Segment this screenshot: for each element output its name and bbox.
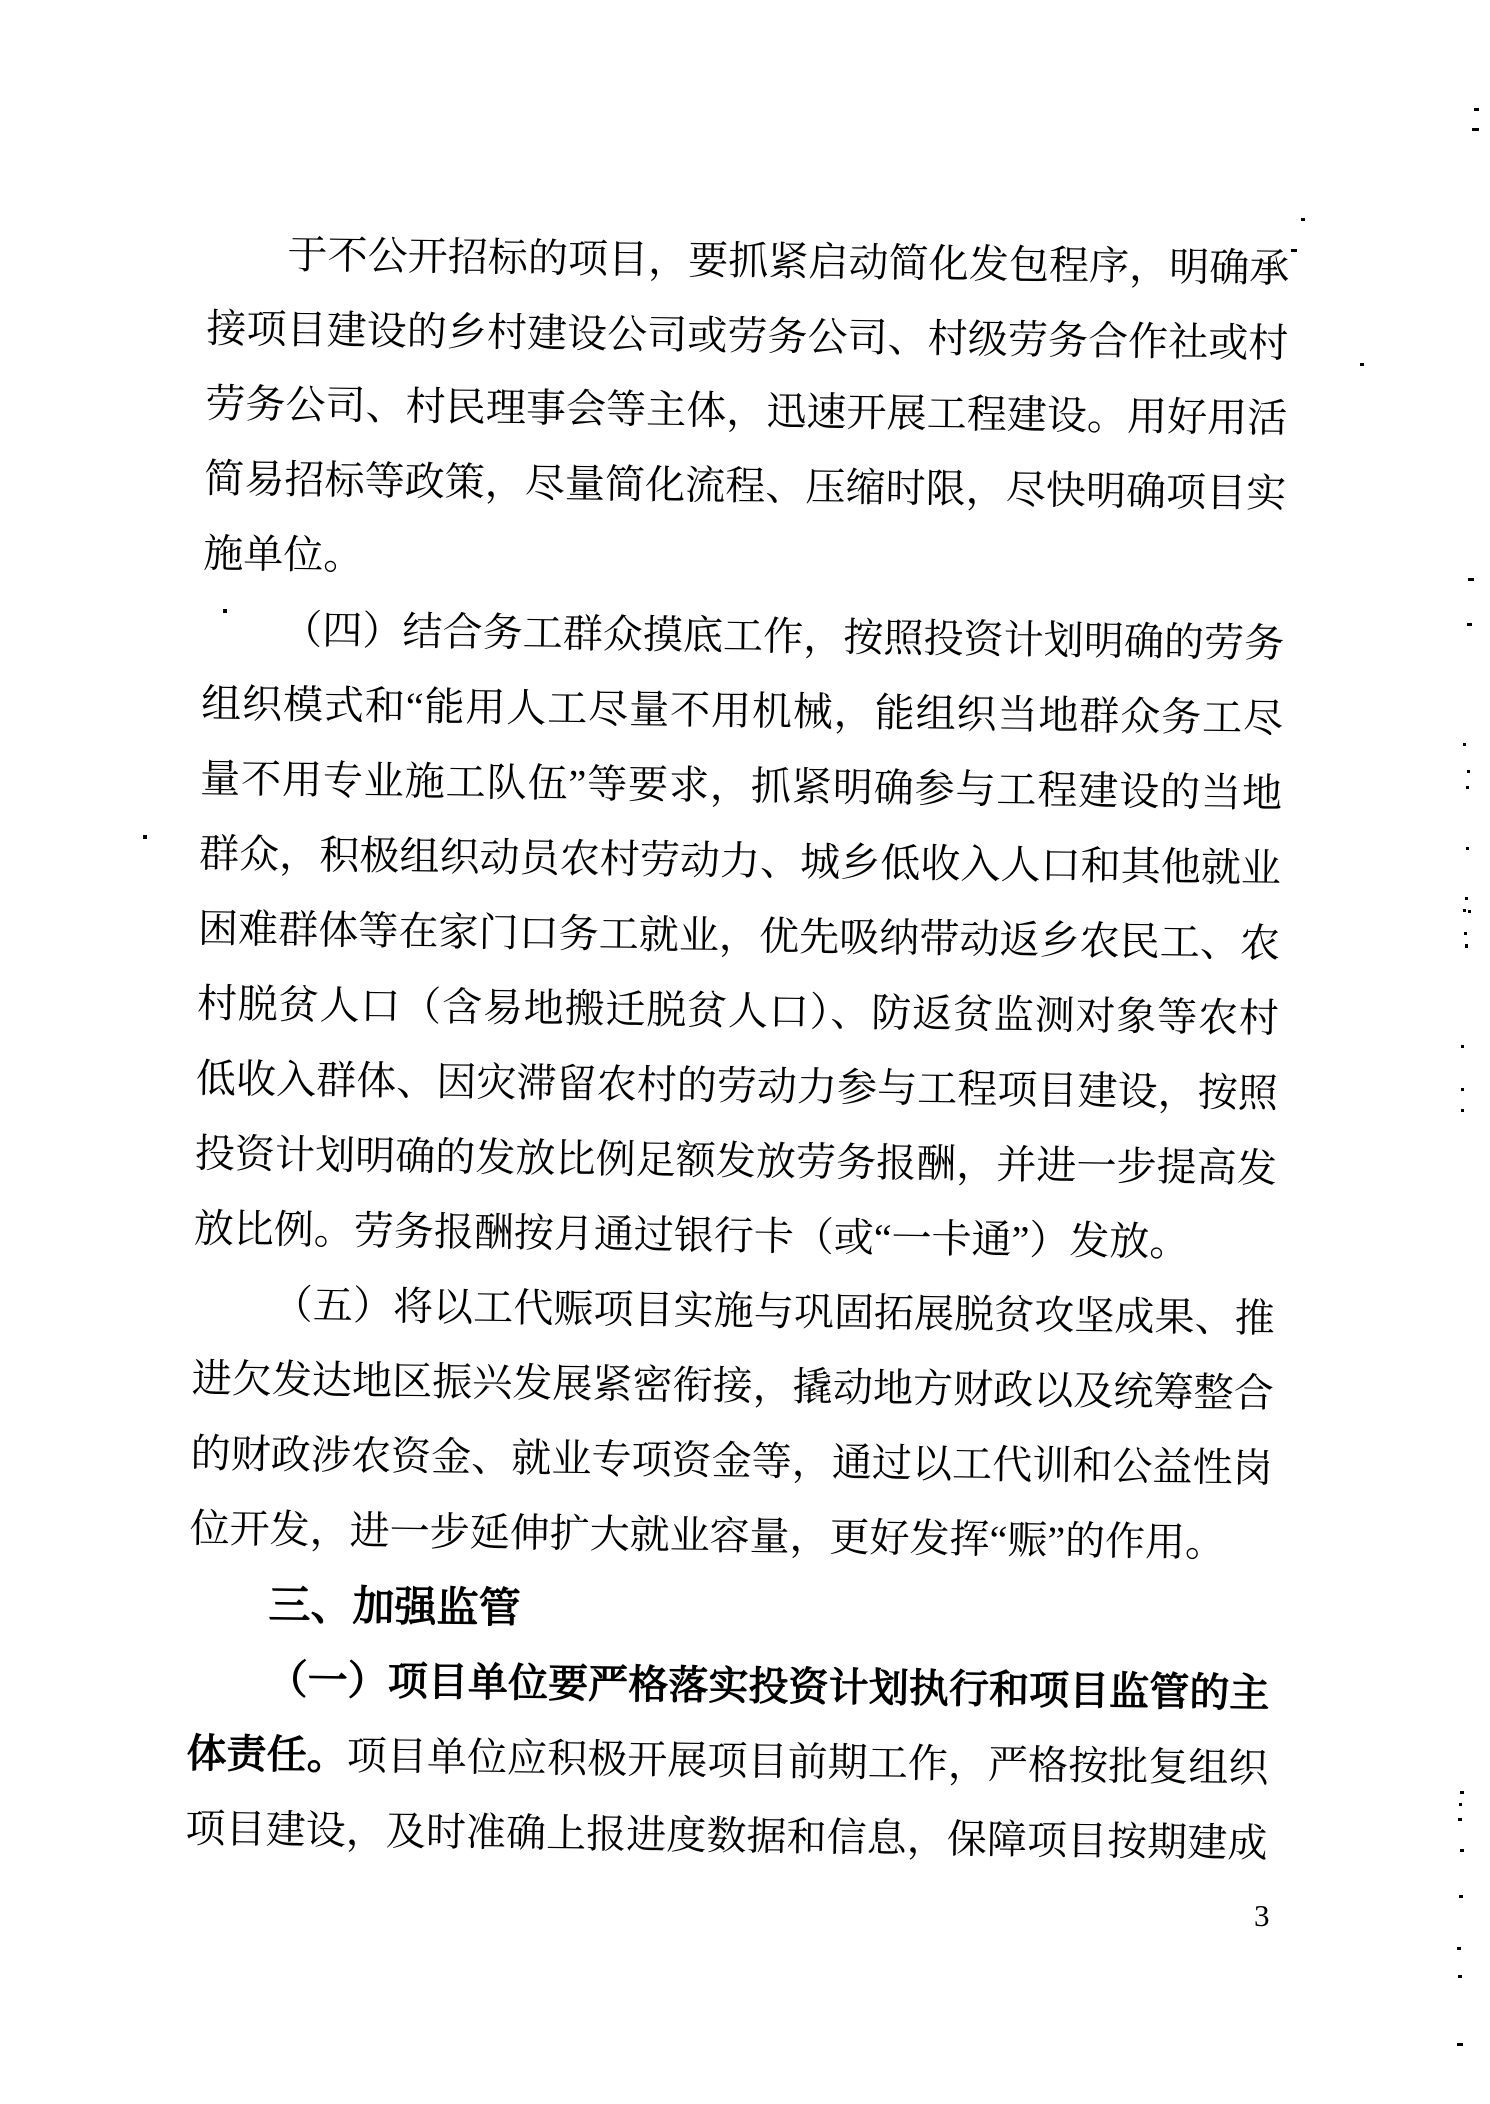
doc-line-item-four: （四）结合务工群众摸底工作，按照投资计划明确的劳务 xyxy=(281,607,1285,667)
scan-speck xyxy=(1458,1818,1462,1821)
doc-line: 放比例。劳务报酬按月通过银行卡（或“一卡通”）发放。 xyxy=(193,1205,1190,1265)
doc-line: 困难群体等在家门口务工就业，优先吸纳带动返乡农民工、农 xyxy=(197,905,1281,967)
scan-speck xyxy=(1360,363,1364,366)
doc-line: 进欠发达地区振兴发展紧密衔接，撬动地方财政以及统筹整合 xyxy=(191,1355,1274,1416)
scan-speck xyxy=(1459,1803,1462,1806)
scan-speck xyxy=(1472,128,1479,131)
doc-line: 群众，积极组织动员农村劳动力、城乡低收入人口和其他就业 xyxy=(198,830,1282,892)
scan-speck xyxy=(1465,944,1468,948)
scan-speck xyxy=(1465,897,1468,900)
scan-speck xyxy=(1457,2043,1463,2046)
scan-speck xyxy=(1466,847,1469,850)
scan-speck xyxy=(1457,1947,1461,1950)
document-text-block xyxy=(185,216,1290,1881)
scan-speck xyxy=(223,609,227,613)
scan-speck xyxy=(1460,1791,1464,1794)
doc-line: 接项目建设的乡村建设公司或劳务公司、村级劳务合作社或村 xyxy=(206,305,1289,367)
doc-line: 低收入群体、因灾滞留农村的劳动力参与工程项目建设，按照 xyxy=(195,1055,1279,1117)
scan-speck xyxy=(1460,1849,1464,1852)
scan-speck xyxy=(1468,578,1474,581)
scan-speck xyxy=(1466,786,1469,789)
scan-speck xyxy=(1474,108,1479,111)
doc-line: 村脱贫人口（含易地搬迁脱贫人口）、防返贫监测对象等农村 xyxy=(196,980,1280,1042)
doc-line: 投资计划明确的发放比例足额发放劳务报酬，并进一步提高发 xyxy=(194,1130,1278,1192)
doc-line: 组织模式和“能用人工尽量不用机械，能组织当地群众务工尽 xyxy=(200,680,1284,742)
doc-line: 量不用专业施工队伍”等要求，抓紧明确参与工程建设的当地 xyxy=(199,755,1283,817)
scan-speck xyxy=(1463,743,1466,746)
doc-line-bold-lead: 体责任。 xyxy=(186,1730,348,1779)
scan-speck xyxy=(1291,249,1297,252)
section-heading: 三、加强监管 xyxy=(268,1580,521,1632)
scan-speck xyxy=(1461,1088,1464,1091)
scan-speck xyxy=(1467,623,1472,626)
scan-speck xyxy=(1468,910,1471,913)
scan-speck xyxy=(1463,909,1466,912)
scan-speck xyxy=(1464,932,1467,935)
scan-speck xyxy=(1459,1895,1463,1898)
doc-line: 项目建设，及时准确上报进度数据和信息，保障项目按期建成 xyxy=(185,1805,1268,1866)
doc-line-item-five: （五）将以工代赈项目实施与巩固拓展脱贫攻坚成果、推 xyxy=(272,1282,1276,1341)
scan-speck xyxy=(1301,218,1305,221)
scan-speck xyxy=(1461,1109,1464,1112)
scan-speck xyxy=(143,835,147,839)
doc-line: 位开发，进一步延伸扩大就业容量，更好发挥“赈”的作用。 xyxy=(189,1505,1226,1566)
doc-line: 劳务公司、村民理事会等主体，迅速开展工程建设。用好用活 xyxy=(205,380,1288,442)
scan-speck xyxy=(1467,770,1470,773)
scan-speck xyxy=(1458,1975,1462,1978)
doc-line: 于不公开招标的项目，要抓紧启动简化发包程序，明确承 xyxy=(287,232,1290,292)
doc-line: 施单位。 xyxy=(202,530,364,579)
doc-line-rest: 项目单位应积极开展项目前期工作，严格按批复组织 xyxy=(346,1733,1269,1791)
doc-line-item-one-bold: （一）项目单位要严格落实投资计划执行和项目监管的主 xyxy=(267,1656,1270,1716)
scan-speck xyxy=(1461,1045,1464,1048)
doc-line: 简易招标等政策，尽量简化流程、压缩时限，尽快明确项目实 xyxy=(204,455,1287,517)
doc-line: 的财政涉农资金、就业专项资金等，通过以工代训和公益性岗 xyxy=(190,1430,1273,1491)
page-number: 3 xyxy=(1254,1898,1270,1933)
